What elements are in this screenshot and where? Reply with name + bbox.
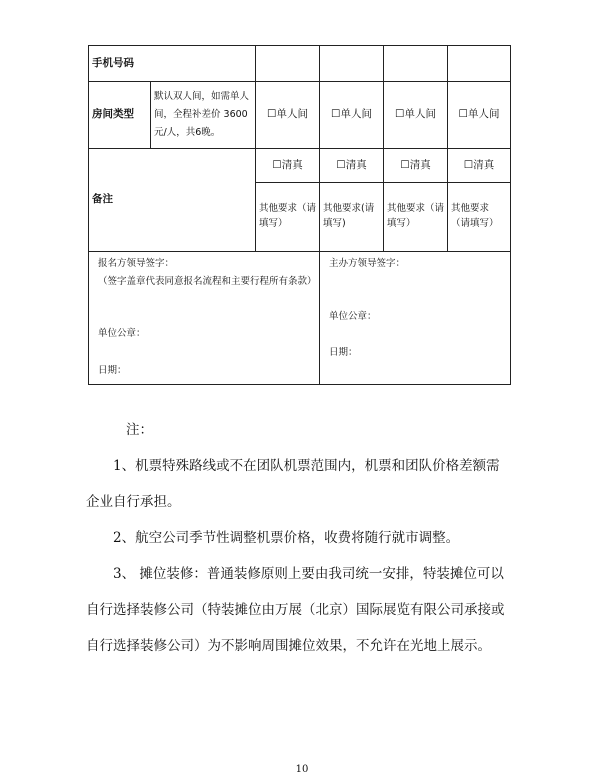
note-item-3: 3、 摊位装修：普通装修原则上要由我司统一安排，特装摊位可以自行选择装修公司（特装摊位由万展（北京）国际展览有限公司承接或自行选择装修公司）为不影响周围摊位效果，不允许在光地上展示。: [86, 566, 505, 654]
other-requests-field-2[interactable]: 其他要求(请填写): [320, 183, 384, 252]
room-type-row: [89, 82, 511, 149]
halal-checkbox-3[interactable]: ☐清真: [384, 149, 448, 183]
halal-checkbox-2[interactable]: ☐清真: [320, 149, 384, 183]
single-room-checkbox-3[interactable]: ☐单人间: [384, 82, 448, 149]
other-requests-field-4[interactable]: 其他要求（请填写）: [448, 183, 511, 252]
applicant-stamp-label: 单位公章：: [98, 328, 146, 339]
note-item-1: 1、机票特殊路线或不在团队机票范围内，机票和团队价格差额需企业自行承担。: [86, 458, 500, 510]
organizer-signature-title: 主办方领导签字：: [329, 258, 406, 269]
phone-cell-1[interactable]: [256, 46, 320, 82]
single-room-checkbox-1[interactable]: ☐单人间: [256, 82, 320, 149]
phone-cell-3[interactable]: [384, 46, 448, 82]
organizer-signature-box[interactable]: [320, 252, 511, 385]
phone-cell-4[interactable]: [448, 46, 511, 82]
organizer-stamp-label: 单位公章：: [329, 311, 377, 322]
notes-heading: 注：: [126, 422, 153, 438]
notes-section: [86, 412, 512, 664]
organizer-date-label: 日期：: [329, 347, 358, 358]
registration-form-table: [88, 45, 511, 385]
single-room-checkbox-4[interactable]: ☐单人间: [448, 82, 511, 149]
applicant-date-label: 日期：: [98, 365, 127, 376]
room-type-label: 房间类型: [89, 82, 151, 149]
applicant-signature-title: 报名方领导签字：: [98, 258, 175, 269]
phone-label: 手机号码: [89, 46, 256, 82]
remarks-label: 备注: [89, 149, 256, 252]
single-room-checkbox-2[interactable]: ☐单人间: [320, 82, 384, 149]
phone-row: [89, 46, 511, 82]
page-number: 10: [295, 764, 309, 775]
applicant-signature-note: （签字盖章代表同意报名流程和主要行程所有条款）: [98, 276, 317, 287]
other-requests-field-1[interactable]: 其他要求（请填写）: [256, 183, 320, 252]
phone-cell-2[interactable]: [320, 46, 384, 82]
halal-checkbox-4[interactable]: ☐清真: [448, 149, 511, 183]
room-type-description: 默认双人间，如需单人间，全程补差价 3600 元/人，共6晚。: [151, 82, 256, 149]
signature-row: [89, 252, 511, 385]
remarks-halal-row: [89, 149, 511, 183]
note-item-2: 2、航空公司季节性调整机票价格，收费将随行就市调整。: [113, 530, 460, 546]
halal-checkbox-1[interactable]: ☐清真: [256, 149, 320, 183]
other-requests-field-3[interactable]: 其他要求（请填写）: [384, 183, 448, 252]
applicant-signature-box[interactable]: [89, 252, 320, 385]
